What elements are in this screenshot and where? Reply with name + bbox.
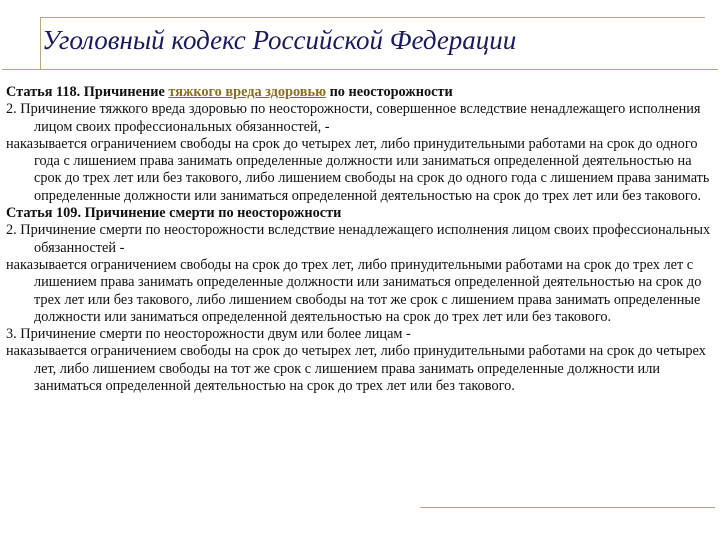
title-divider [2, 69, 718, 70]
frame-left-line [40, 17, 41, 69]
article-118-heading-link[interactable]: тяжкого вреда здоровью [168, 84, 326, 100]
article-109-part-2: 2. Причинение смерти по неосторожности вследствие ненадлежащего исполнения лицом своих профессиональных обязанностей - [6, 222, 711, 256]
article-118-heading-prefix: Статья 118. Причинение [6, 84, 169, 100]
bottom-accent-line [420, 507, 715, 508]
article-109-penalty-3: наказывается ограничением свободы на срок до четырех лет, либо принудительными работами на срок до четырех лет, либо лишением свободы на тот же срок с лишением права занимать определенные должности или заниматься определенной деятельностью на срок до трех лет или без такового. [6, 343, 706, 395]
article-118-heading-suffix: по неосторожности [326, 84, 453, 100]
article-109-part-3: 3. Причинение смерти по неосторожности двум или более лицам - [6, 326, 411, 343]
article-118-heading [6, 84, 714, 101]
article-109-heading: Статья 109. Причинение смерти по неосторожности [6, 205, 342, 222]
article-118-part-2: 2. Причинение тяжкого вреда здоровью по неосторожности, совершенное вследствие ненадлежащего исполнения лицом своих профессиональных обязанностей, - [6, 101, 701, 135]
page-title: Уголовный кодекс Российской Федерации [42, 25, 517, 55]
article-118-penalty: наказывается ограничением свободы на срок до четырех лет, либо принудительными работами на срок до одного года с лишением права занимать определенные должности или заниматься определенной деятельностью на срок до трех лет или без такового, либо лишением свободы на срок до одного года с лишением права занимать определенные должности или заниматься определенной деятельностью на срок до трех лет или без такового. [6, 135, 710, 204]
frame-top-line [40, 17, 705, 18]
article-109-penalty-2: наказывается ограничением свободы на срок до трех лет, либо принудительными работами на срок до трех лет с лишением права занимать определенные должности или заниматься определенной деятельностью на срок до трех лет или без такового, либо лишением свободы на тот же срок с лишением права занимать определенные должности или заниматься определенной деятельностью на срок до трех лет или без такового. [6, 256, 702, 325]
document-body [6, 84, 714, 395]
